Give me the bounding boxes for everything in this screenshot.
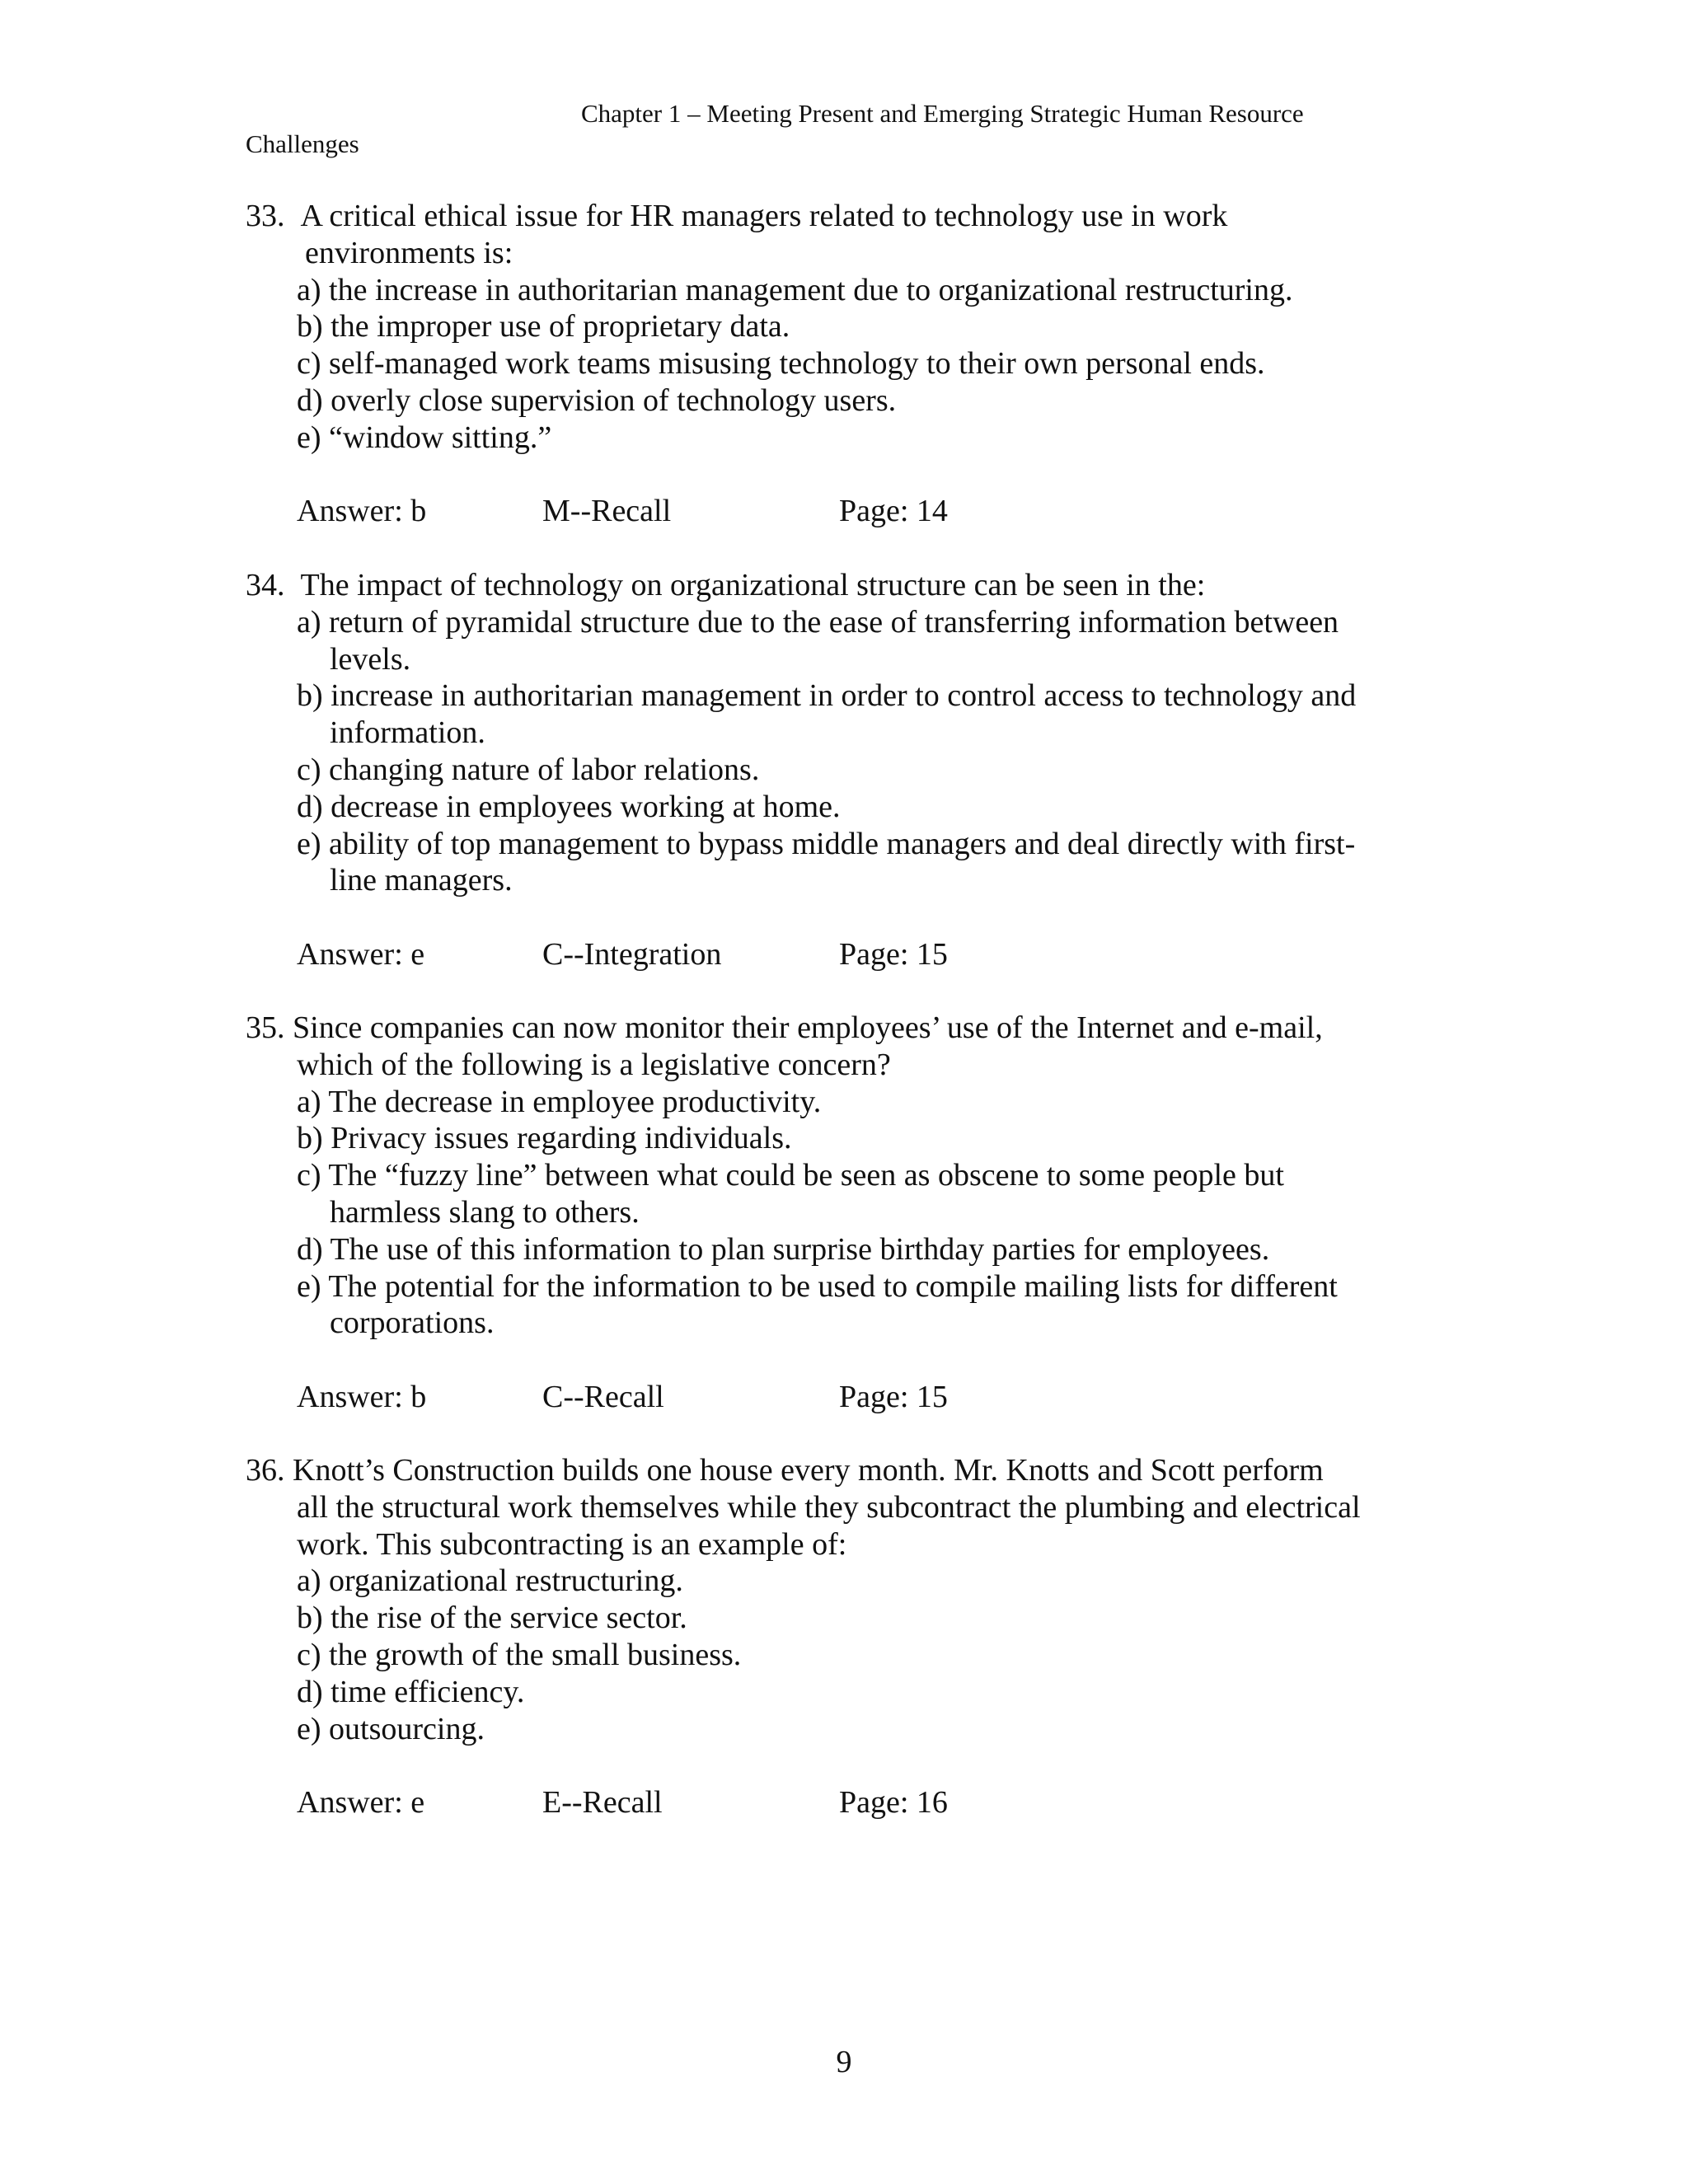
option-b: b) Privacy issues regarding individuals. <box>297 1121 792 1156</box>
question-stem: environments is: <box>305 235 513 270</box>
question-stem: all the structural work themselves while they subcontract the plumbing and electrical <box>297 1489 1361 1525</box>
option-e: e) The potential for the information to be used to compile mailing lists for different corporations. <box>297 1268 1338 1341</box>
question-33 <box>246 198 1432 530</box>
answer-label: Answer: b <box>297 494 427 529</box>
option-a: a) the increase in authoritarian management due to organizational restructuring. <box>297 272 1293 307</box>
option-c: c) The “fuzzy line” between what could be seen as obscene to some people but harmless slang to others. <box>297 1158 1284 1230</box>
option-e: e) outsourcing. <box>297 1711 485 1746</box>
page-reference: Page: 14 <box>839 494 948 529</box>
question-stem: The impact of technology on organizational structure can be seen in the: <box>300 568 1206 602</box>
running-header: Chapter 1 – Meeting Present and Emerging Strategic Human Resource <box>581 99 1304 128</box>
question-stem: A critical ethical issue for HR managers related to technology use in work <box>300 199 1228 233</box>
option-e: e) ability of top management to bypass middle managers and deal directly with first- line managers. <box>297 826 1356 898</box>
question-stem: work. This subcontracting is an example of: <box>297 1526 847 1562</box>
option-c: c) self-managed work teams misusing technology to their own personal ends. <box>297 346 1265 382</box>
question-stem: Since companies can now monitor their employees’ use of the Internet and e-mail, <box>293 1010 1323 1045</box>
question-number: 34. <box>246 568 285 602</box>
answer-label: Answer: b <box>297 1379 427 1414</box>
difficulty-type: C--Integration <box>542 936 722 972</box>
answer-row <box>246 493 1432 530</box>
answer-row <box>246 936 1432 973</box>
question-number: 33. <box>246 199 285 233</box>
question-36 <box>246 1452 1432 1821</box>
option-d: d) time efficiency. <box>297 1674 525 1709</box>
option-a: a) organizational restructuring. <box>297 1563 683 1599</box>
page-reference: Page: 16 <box>839 1785 948 1821</box>
question-number: 35. <box>246 1010 285 1045</box>
difficulty-type: C--Recall <box>542 1379 664 1414</box>
question-35 <box>246 1010 1432 1416</box>
option-e: e) “window sitting.” <box>297 419 552 455</box>
option-d: d) overly close supervision of technology users. <box>297 382 897 418</box>
question-34 <box>246 567 1432 973</box>
page-number: 9 <box>836 2045 852 2079</box>
page-reference: Page: 15 <box>839 936 948 972</box>
option-a: a) return of pyramidal structure due to the ease of transferring information between levels. <box>297 604 1339 677</box>
option-c: c) changing nature of labor relations. <box>297 752 760 787</box>
question-stem: Knott’s Construction builds one house every month. Mr. Knotts and Scott perform <box>293 1453 1324 1488</box>
answer-label: Answer: e <box>297 1785 425 1821</box>
answer-row <box>246 1784 1432 1821</box>
question-number: 36. <box>246 1453 285 1488</box>
option-b: b) increase in authoritarian management in order to control access to technology and information. <box>297 678 1357 751</box>
answer-row <box>246 1379 1432 1416</box>
option-c: c) the growth of the small business. <box>297 1637 742 1672</box>
difficulty-type: M--Recall <box>542 494 672 529</box>
running-header-continued: Challenges <box>246 129 359 158</box>
page-reference: Page: 15 <box>839 1379 948 1414</box>
option-d: d) The use of this information to plan surprise birthday parties for employees. <box>297 1231 1270 1267</box>
option-b: b) the improper use of proprietary data. <box>297 309 790 344</box>
answer-label: Answer: e <box>297 936 425 972</box>
question-stem: which of the following is a legislative concern? <box>297 1047 891 1082</box>
option-b: b) the rise of the service sector. <box>297 1601 687 1636</box>
difficulty-type: E--Recall <box>542 1785 663 1821</box>
option-d: d) decrease in employees working at home. <box>297 789 841 824</box>
option-a: a) The decrease in employee productivity. <box>297 1084 822 1119</box>
